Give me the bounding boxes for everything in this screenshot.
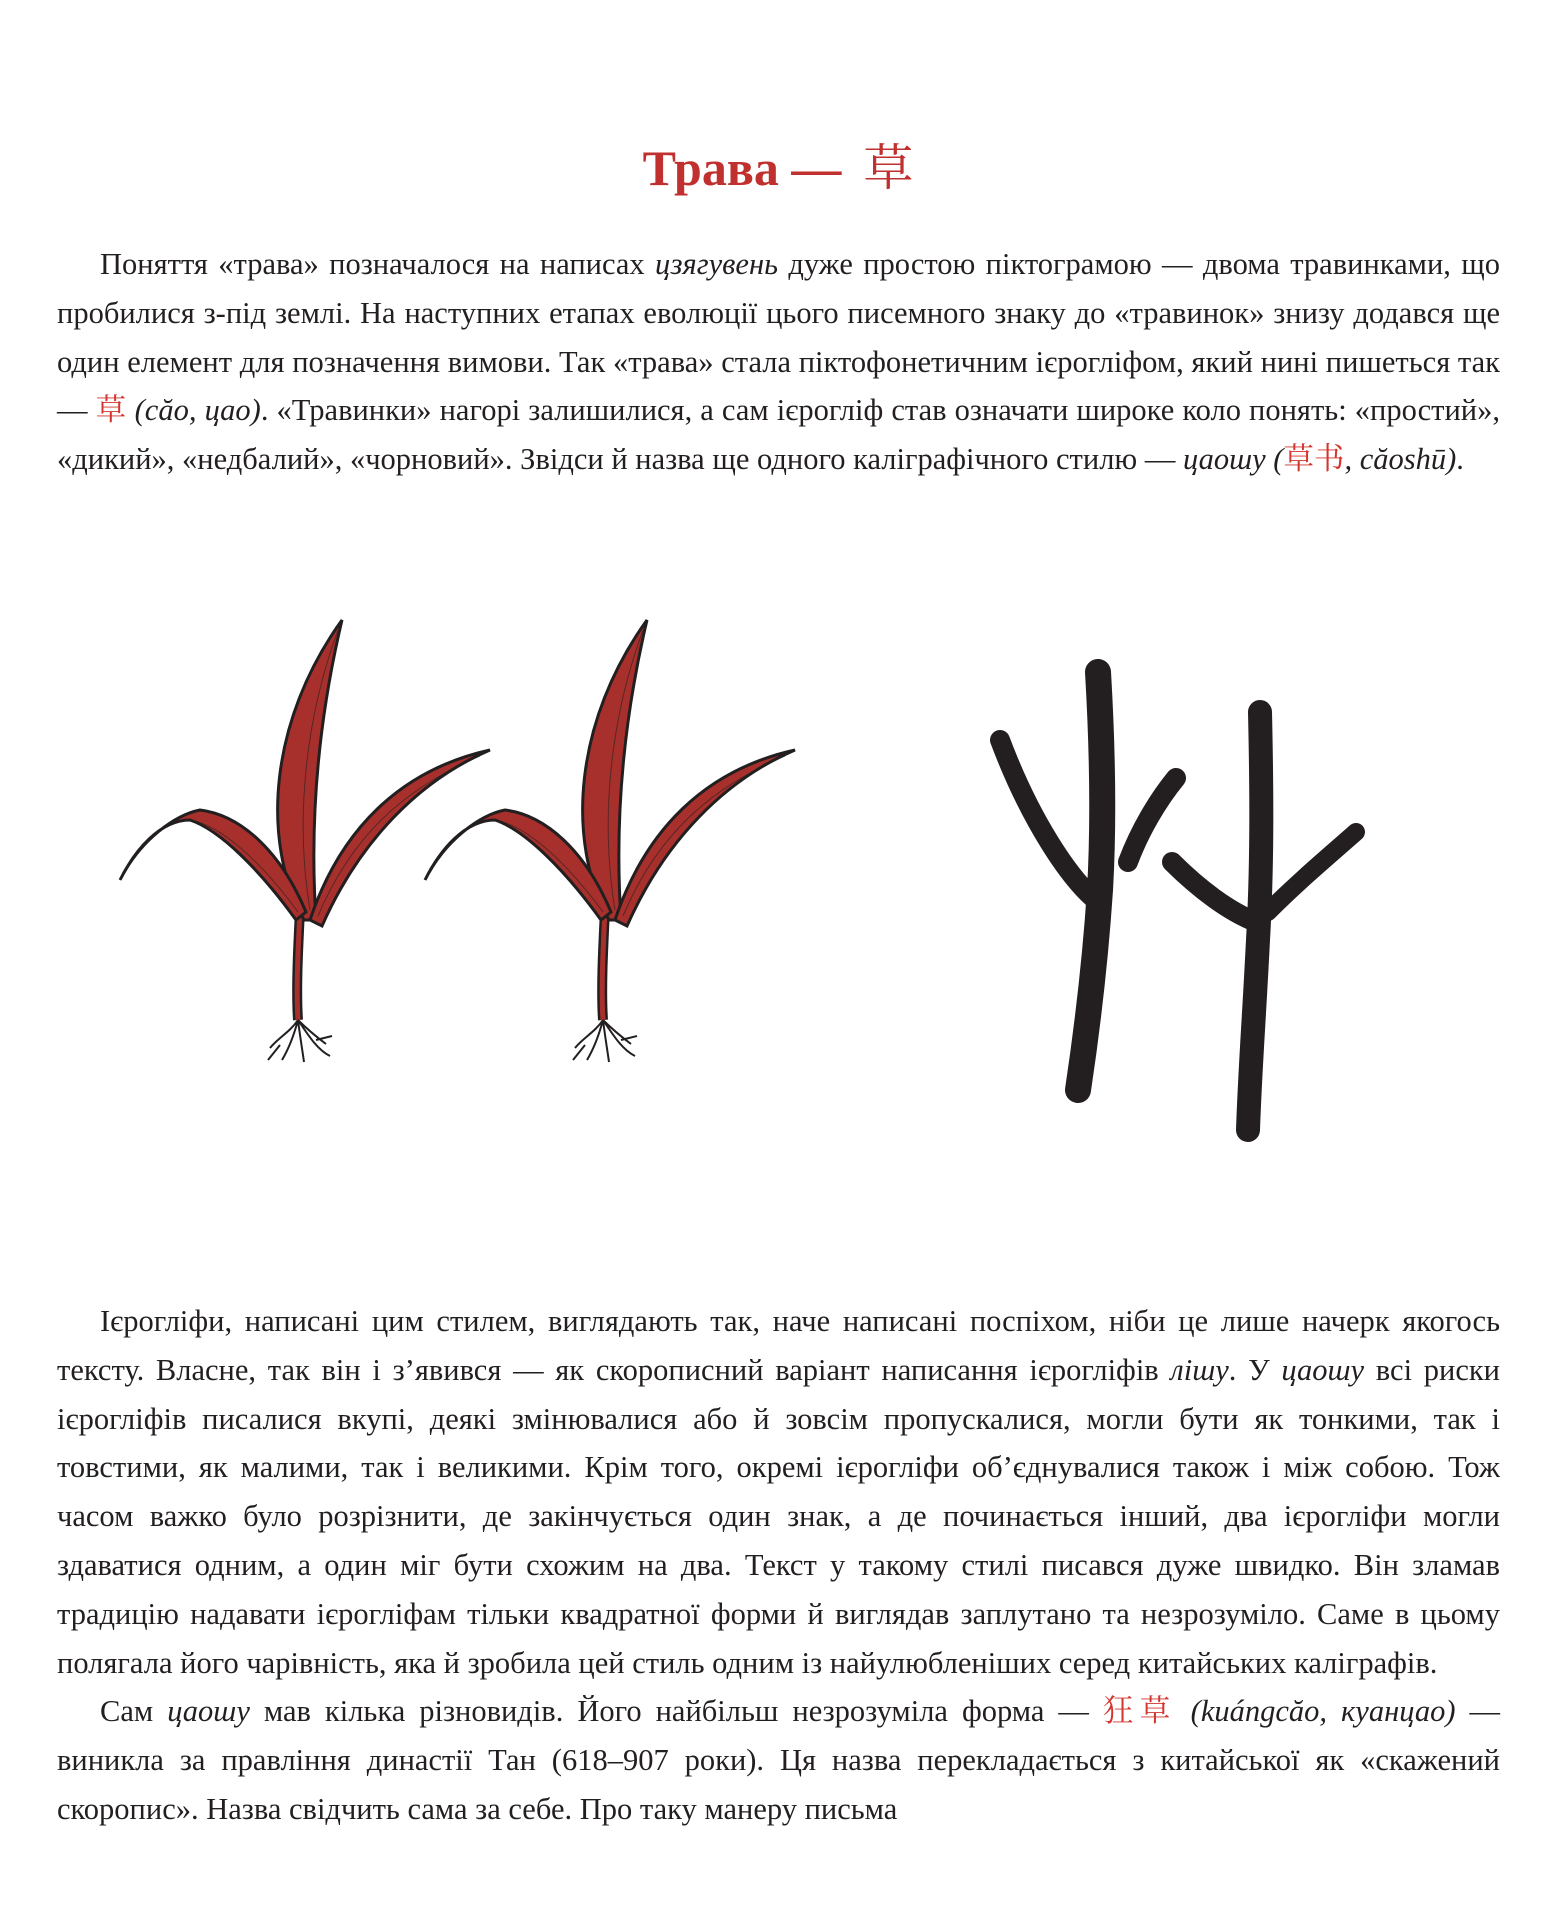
title-text: Трава —: [642, 140, 842, 196]
italic-term: цзягувень: [655, 247, 778, 281]
text-run: . «Травинки» нагорі залишилися, а сам ієрогліф став означати широке коло понять: «простий», «дикий», «недбалий», «чорновий». Звідси й назва ще одного каліграфічного стилю —: [57, 393, 1500, 477]
hanzi-caoshu: 草书: [1283, 442, 1345, 477]
text-run: Поняття «трава» позначалося на написах: [100, 247, 656, 281]
italic-term: лішу: [1170, 1352, 1229, 1387]
pinyin-term: (kuángcăo, куанцао): [1176, 1694, 1456, 1729]
title-hanzi: 草: [863, 140, 914, 196]
pinyin-term: (căo, цао): [126, 393, 261, 428]
sprout-illustration-right: [425, 620, 795, 1062]
grass-figure: [0, 610, 1556, 1170]
pinyin-term: , căoshū): [1344, 442, 1457, 477]
page-title: [0, 128, 1556, 200]
text-run: мав кілька різновидів. Його найбільш незрозуміла форма —: [249, 1694, 1103, 1729]
hanzi-cao: 草: [95, 393, 127, 428]
italic-term: цаошу: [1281, 1352, 1365, 1387]
text-run: .: [1456, 442, 1464, 477]
body-paragraph: [57, 1297, 1500, 1687]
text-run: Ієрогліфи, написані цим стилем, виглядають так, наче написані поспіхом, ніби це лише начерк якогось тексту. Власне, так він і з’явився — як скорописний варіант написання ієрогліфів: [57, 1304, 1500, 1387]
italic-term: цаошу (: [1182, 442, 1284, 477]
sprout-illustration-left: [120, 620, 490, 1062]
oracle-bone-grass-glyph: [1000, 672, 1356, 1130]
text-run: Сам: [100, 1694, 168, 1729]
body-paragraph: [57, 1687, 1500, 1833]
intro-paragraph: [57, 240, 1500, 484]
text-run: всі риски ієрогліфів писалися вкупі, деякі змінювалися або й зовсім пропускалися, могли бути як тонкими, так і товстими, як малими, так і великими. Крім того, окремі ієрогліфи об’єднувалися також і між собою. Тож часом важко було розрізнити, де закінчується один знак, а де починається інший, два ієрогліфи могли здаватися одним, а один міг бути схожим на два. Текст у такому стилі писався дуже швидко. Він зламав традицію надавати ієрогліфам тільки квадратної форми й виглядав заплутано та незрозуміло. Саме в цьому полягала його чарівність, яка й зробила цей стиль одним із найулюбленіших серед китайських каліграфів.: [57, 1352, 1500, 1680]
italic-term: цаошу: [167, 1694, 250, 1729]
body-paragraph-block: [57, 1297, 1500, 1834]
text-run: дуже простою піктограмою — двома травинками, що пробилися з-під землі. На наступних етапах еволюції цього писемного знаку до «травинок» знизу додався ще один елемент для позначення вимови. Так «трава» стала піктофонетичним ієрогліфом, який нині пишеться так —: [57, 247, 1500, 428]
intro-paragraph-block: [57, 240, 1500, 484]
hanzi-kuangcao: 狂草: [1102, 1694, 1177, 1729]
text-run: — виникла за правління династії Тан (618–907 роки). Ця назва перекладається з китайської як «скажений скоропис». Назва свідчить сама за себе. Про таку манеру письма: [57, 1694, 1501, 1826]
text-run: . У: [1228, 1352, 1282, 1387]
